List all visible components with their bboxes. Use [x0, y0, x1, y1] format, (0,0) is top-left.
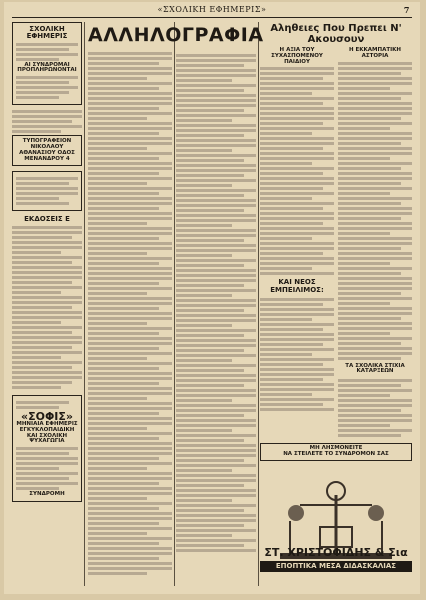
- article-right-title: Η ΕΚΚΑΜΠΑΤΙΚΗ ΑΣΤΟΡΙΑ: [348, 47, 402, 59]
- sofis-title: «ΣΟΦΙΣ»: [20, 409, 74, 423]
- subscription-notice: [260, 443, 412, 461]
- sofis-box: [12, 395, 82, 502]
- column-4: [260, 22, 412, 586]
- article-left-title: Η ΑΞΙΑ ΤΟΥ ΣΥΧΑΣΠΟΜΕΝΟΥ ΠΑΙΔΙΟΥ: [271, 47, 323, 65]
- printer-title: ΤΥΠΟΓΡΑΦΕΙΟΝ ΝΙΚΟΛΑΟΥ ΑΘΑΝΑΣΙΟΥ ΟΔΟΣ ΜΕΝΑΝΔΡΟΥ 4: [19, 138, 75, 162]
- article-right: [338, 48, 412, 439]
- notice-line-1: ΜΗ ΛΗΣΜΟΝΕΙΤΕ: [309, 445, 363, 452]
- truths-headline: Αληθειες Που Πρεπει Ν' Ακουσουν: [270, 23, 402, 45]
- notice-line-2: ΝΑ ΣΤΕΙΛΕΤΕ ΤΟ ΣΥΝΔΡΟΜΟΝ ΣΑΣ: [283, 450, 389, 457]
- masthead-title: ΣΧΟΛΙΚΗ ΕΦΗΜΕΡΙΣ: [26, 25, 68, 41]
- running-head-title: «ΣΧΟΛΙΚΗ ΕΦΗΜΕΡΙΣ»: [157, 5, 267, 14]
- masthead-box: [12, 22, 82, 105]
- column-rule: [258, 22, 259, 586]
- school-books-title: ΤΑ ΣΧΟΛΙΚΑ ΣΤΙΧΙΑ ΚΑΤΑΡΞΕΩΝ: [345, 362, 405, 375]
- notice-box: [12, 171, 82, 211]
- ad-bottom-line: ΕΠΟΠΤΙΚΑ ΜΕΣΑ ΔΙΔΑΣΚΑΛΙΑΣ: [260, 561, 412, 572]
- advertisement: [260, 547, 412, 572]
- editions-title: ΕΚΔΟΣΕΙΣ Ε: [24, 215, 70, 224]
- column-2: [88, 22, 264, 586]
- ad-company: ΣΤ. ΧΡΙΣΤΟΦΙΔΗΣ & Σια: [264, 546, 408, 560]
- running-head: [12, 5, 412, 18]
- page-number: 7: [403, 5, 410, 15]
- article-left: [260, 48, 334, 439]
- printer-box: [12, 135, 82, 166]
- correspondence-headline: ΑΛΛΗΛΟΓΡΑΦΙΑ: [88, 24, 264, 46]
- column-3: [176, 22, 256, 586]
- subscribe-line: ΣΥΝΔΡΟΜΗ: [29, 491, 65, 498]
- column-rule: [84, 22, 85, 586]
- subscriptions-title: ΑΙ ΣΥΝΔΡΟΜΑΙ ΠΡΟΠΛΗΡΩΝΟΝΤΑΙ: [17, 61, 77, 74]
- column-rule: [174, 22, 175, 586]
- sofis-subtitle: ΜΗΝΙΑΙΑ ΕΦΗΜΕΡΙΣ ΕΓΚΥΚΛΟΠΑΙΔΙΚΗ ΚΑΙ ΣΧΟΛΙΚΗ ΨΥΧΑΓΩΓΙΑ: [16, 421, 78, 445]
- kai-title: ΚΑΙ ΝΕΟΣ ΕΜΠΕΙΛΙΜΟΣ:: [270, 278, 324, 294]
- newspaper-page: [4, 2, 420, 594]
- column-1: [12, 22, 82, 586]
